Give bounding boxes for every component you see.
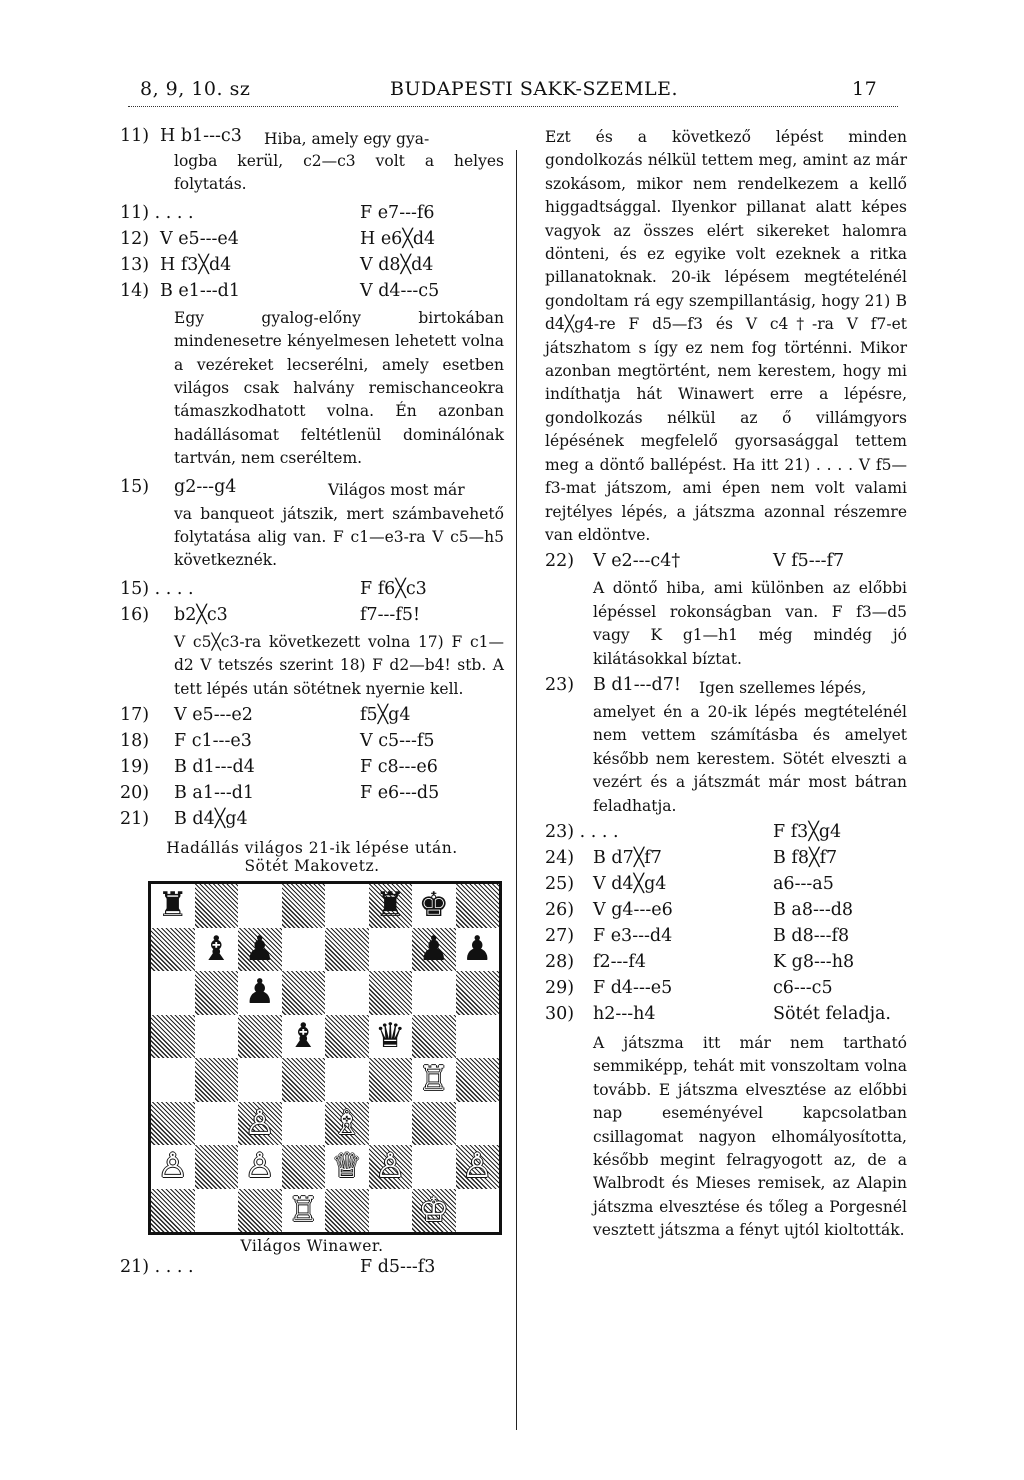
white-bishop-e3: ♗	[331, 1102, 362, 1143]
move-13: 13) H f3╳d4 V d8╳d4	[120, 254, 434, 275]
board-square-h5	[456, 1015, 500, 1059]
annotation-22: A döntő hiba, ami különben az előbbi lépéssel rokonságban van. F f3—d5 vagy K g1—h1 még mindég jó kilátásokkal bíztat.	[593, 579, 907, 668]
board-square-f1	[369, 1189, 413, 1233]
board-square-c1	[238, 1189, 282, 1233]
board-square-c8	[238, 884, 282, 928]
board-square-d2	[282, 1145, 326, 1189]
move-15b: 15) . . . . F f6╳c3	[120, 578, 427, 599]
board-square-h6	[456, 971, 500, 1015]
board-square-b2	[195, 1145, 239, 1189]
diagram-black-player: Sötét Makovetz.	[244, 857, 380, 876]
board-square-b6	[195, 971, 239, 1015]
left-column	[120, 126, 504, 1283]
black-king-g8: ♚	[418, 885, 449, 926]
board-square-c4	[238, 1058, 282, 1102]
annotation-16: V c5╳c3-ra következett volna 17) F c1—d2 V tetszés szerint 18) F d2—b4! stb. A tett lépés után sötétnek nyernie kell.	[174, 632, 504, 698]
board-square-g5	[412, 1015, 456, 1059]
move-12: 12) V e5---e4 H e6╳d4	[120, 228, 436, 249]
board-square-g2	[412, 1145, 456, 1189]
board-square-d7	[282, 928, 326, 972]
move-11: 11) H b1---c3 Hiba, amely egy gya-	[120, 126, 504, 150]
right-column	[545, 126, 907, 1243]
move-11b: 11) . . . . F e7---f6	[120, 202, 435, 223]
black-pawn-g7: ♟	[418, 928, 449, 969]
move-20: 20) B a1---d1 F e6---d5	[120, 783, 440, 804]
move-19: 19) B d1---d4 F c8---e6	[120, 757, 438, 778]
move-23b: 23) . . . . F f3╳g4	[545, 821, 842, 842]
board-square-h4	[456, 1058, 500, 1102]
move-comment-head: Igen szellemes lépés,	[699, 678, 867, 697]
board-square-b5	[195, 1015, 239, 1059]
board-square-f6	[369, 971, 413, 1015]
issue-number: 8, 9, 10. sz	[140, 78, 251, 100]
move-comment-head: Világos most már	[328, 480, 465, 499]
move-17: 17) V e5---e2 f5╳g4	[120, 705, 411, 726]
board-square-h1	[456, 1189, 500, 1233]
board-square-b8	[195, 884, 239, 928]
running-header	[128, 76, 898, 107]
board-square-a6	[151, 971, 195, 1015]
board-square-d3	[282, 1102, 326, 1146]
annotation-23: amelyet én a 20-ik lépés megtételénél nem vettem számításba és amelyet később nem kerestem. Sötét elveszti a vezért és a játszmát már most bátran feladhatja.	[593, 702, 907, 815]
board-square-c5	[238, 1015, 282, 1059]
column-divider	[516, 150, 517, 1430]
black-rook-a8: ♜	[157, 885, 188, 926]
diagram-caption: Hadállás világos 21-ik lépése után.	[166, 839, 458, 858]
board-square-b3	[195, 1102, 239, 1146]
diagram-white-player: Világos Winawer.	[240, 1237, 384, 1256]
board-square-h8	[456, 884, 500, 928]
white-rook-d1: ♖	[288, 1189, 319, 1230]
board-square-d4	[282, 1058, 326, 1102]
black-bishop-d5: ♝	[288, 1015, 319, 1056]
board-square-e7	[325, 928, 369, 972]
move-14: 14) B e1---d1 V d4---c5	[120, 280, 440, 301]
board-square-b4	[195, 1058, 239, 1102]
board-square-e4	[325, 1058, 369, 1102]
move-29: 29) F d4---e5 c6---c5	[545, 977, 833, 998]
black-pawn-c7: ♟	[244, 928, 275, 969]
white-king-g1: ♔	[418, 1189, 449, 1230]
move-18: 18) F c1---e3 V c5---f5	[120, 731, 435, 752]
board-square-g3	[412, 1102, 456, 1146]
move-15: 15) g2---g4 Világos most már	[120, 477, 504, 503]
white-pawn-c2: ♙	[244, 1146, 275, 1187]
move-21b: 21) . . . . F d5---f3	[120, 1257, 436, 1278]
board-square-f3	[369, 1102, 413, 1146]
annotation-14: Egy gyalog-előny birtokában mindenesetre kényelmesen lehetett volna a vezéreket lecserélni, amely esetben világos csak halvány remischanceokra támaszkodhatott volna. Én azonban hadállásomat feltétlenül dominálónak tartván, nem cseréltem.	[174, 308, 504, 468]
white-pawn-a2: ♙	[157, 1146, 188, 1187]
board-square-a1	[151, 1189, 195, 1233]
annotation-21: Ezt és a következő lépést minden gondolkozás nélkül tettem meg, amint az már szokásom, mikor nem rendelkezem a kellő higgadtsággal. Ilyenkor pillanat alatt képes vagyok az összes elért sikereket halomra dönteni, és ez egyike volt ezeknek a ritka pillanatoknak. 20-ik lépésem megtételénél gondoltam rá egy szempillantásig, hogy 21) B d4╳g4-re F d5—f3 és V c4†-ra V f7-et játszhatom s így ez nem fog történni. Mikor azonban megtörtént, nem kerestem, hogy mi indíthatja hát Winawert erre a lépésre, gondolkozás nélkül az ő villámgyors lépésének megfelelő gyorsasággal tettem meg a döntő ballépést. Ha itt 21) . . . . V f5—f3-mat játszom, ami épen nem volt valami rejtélyes lépés, a játszma azonnal részemre van eldöntve.	[545, 128, 907, 544]
chess-diagram	[148, 881, 502, 1235]
board-square-e5	[325, 1015, 369, 1059]
move-22: 22) V e2---c4† V f5---f7	[545, 551, 845, 572]
journal-title: BUDAPESTI SAKK-SZEMLE.	[390, 78, 679, 100]
board-square-a5	[151, 1015, 195, 1059]
black-queen-f5: ♛	[375, 1015, 406, 1056]
move-21: 21) B d4╳g4	[120, 809, 248, 830]
move-27: 27) F e3---d4 B d8---f8	[545, 925, 850, 946]
board-square-a7	[151, 928, 195, 972]
white-queen-e2: ♕	[331, 1146, 362, 1187]
move-26: 26) V g4---e6 B a8---d8	[545, 899, 854, 920]
board-square-d8	[282, 884, 326, 928]
white-pawn-f2: ♙	[375, 1146, 406, 1187]
white-rook-g4: ♖	[418, 1059, 449, 1100]
board-square-g6	[412, 971, 456, 1015]
board-square-b1	[195, 1189, 239, 1233]
move-16: 16) b2╳c3 f7---f5!	[120, 604, 420, 625]
closing-annotation: A játszma itt már nem tartható semmiképp, tehát mit vonszoltam volna tovább. E játszma elvesztése az előbbi nap eseményével kapcsolatban csillagomat nagyon elhomályosította, később megint felragyogott az, de a Walbrodt és Mieses remisek, az Alapin játszma elvesztése és tőleg a Porgesnél vesztett játszma a fényt ujtól kioltották.	[593, 1033, 907, 1240]
black-rook-f8: ♜	[375, 885, 406, 926]
black-pawn-c6: ♟	[244, 972, 275, 1013]
page-number: 17	[852, 78, 878, 100]
board-square-d6	[282, 971, 326, 1015]
board-square-f7	[369, 928, 413, 972]
white-pawn-h2: ♙	[462, 1146, 493, 1187]
move-23: 23) B d1---d7! Igen szellemes lépés,	[545, 675, 907, 701]
move-comment: logba kerül, c2—c3 volt a helyes folytatás.	[174, 152, 504, 194]
board-square-e6	[325, 971, 369, 1015]
board-square-e8	[325, 884, 369, 928]
board-square-f4	[369, 1058, 413, 1102]
move-comment-head: Hiba, amely egy gya-	[264, 130, 430, 148]
black-bishop-b7: ♝	[201, 928, 232, 969]
move-30: 30) h2---h4 Sötét feladja.	[545, 1003, 891, 1024]
move-25: 25) V d4╳g4 a6---a5	[545, 873, 834, 894]
board-square-a3	[151, 1102, 195, 1146]
move-28: 28) f2---f4 K g8---h8	[545, 951, 855, 972]
white-pawn-c3: ♙	[244, 1102, 275, 1143]
board-square-e1	[325, 1189, 369, 1233]
black-pawn-h7: ♟	[462, 928, 493, 969]
annotation-15: va banqueot játszik, mert számbavehető folytatása alig van. F c1—e3-ra V c5—h5 következnék.	[174, 504, 504, 570]
move-24: 24) B d7╳f7 B f8╳f7	[545, 847, 838, 868]
board-square-a4	[151, 1058, 195, 1102]
board-square-h3	[456, 1102, 500, 1146]
